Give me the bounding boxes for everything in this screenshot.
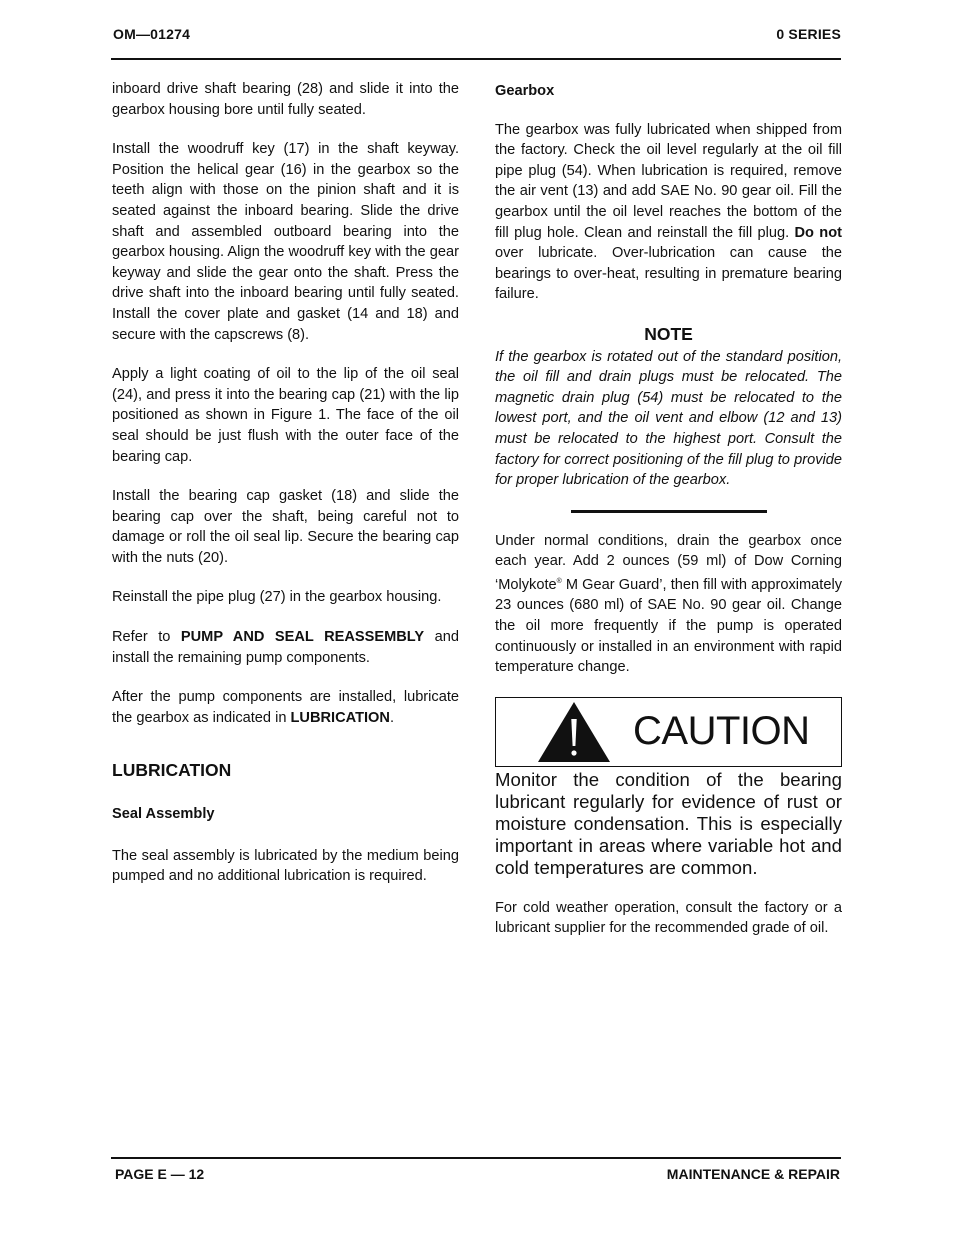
section-label: MAINTENANCE & REPAIR	[666, 1166, 840, 1182]
section-title: LUBRICATION	[112, 760, 232, 781]
text-run: After the pump components are installed, lubricate the gearbox as indicated in	[112, 689, 459, 726]
text-run: The gearbox was fully lubricated when shipped from the factory. Check the oil level regularly at the oil fill pipe plug (54). When lubrication is required, remove the air vent (13) and add SAE No. 90 gear oil. Fill the gearbox until the oil level reaches the bottom of the fill plug hole. Clean and reinstall the fill plug.	[495, 121, 842, 241]
paragraph: The seal assembly is lubricated by the medium being pumped and no additional lubrication is required.	[112, 847, 459, 885]
paragraph: Install the woodruff key (17) in the shaft keyway. Position the helical gear (16) in the gearbox so the teeth align with those on the pinion shaft and it is seated against the inboard bearing. Slide the drive shaft and assembled outboard bearing into the gearbox housing. Align the woodruff key with the gear keyway and slide the gear onto the shaft. Press the drive shaft into the inboard bearing until fully seated. Install the cover plate and gasket (14 and 18) and secure with the capscrews (8).	[112, 141, 459, 343]
left-column	[112, 79, 459, 906]
emphasis-bold: Do not	[794, 224, 842, 241]
document-number: OM—01274	[113, 26, 191, 42]
text-run: .	[389, 709, 395, 726]
reference-bold: PUMP AND SEAL REASSEMBLY	[180, 629, 425, 646]
subsection-title: Gearbox	[495, 83, 555, 99]
paragraph: inboard drive shaft bearing (28) and slide it into the gearbox housing bore until fully seated.	[112, 81, 459, 118]
page-number: PAGE E — 12	[115, 1166, 205, 1182]
header-rule	[111, 58, 841, 60]
text-run: Under normal conditions, drain the gearbox once each year. Add 2 ounces (59 ml) of Dow Corning ‘Molykote	[495, 532, 842, 593]
right-column	[495, 79, 842, 958]
paragraph	[112, 627, 459, 668]
paragraph: For cold weather operation, consult the factory or a lubricant supplier for the recommended grade of oil.	[495, 899, 842, 937]
subsection-title: Seal Assembly	[112, 806, 215, 823]
caution-label: CAUTION	[633, 708, 810, 753]
paragraph	[112, 687, 459, 728]
paragraph: Apply a light coating of oil to the lip of the oil seal (24), and press it into the bearing cap (21) with the lip positioned as shown in Figure 1. The face of the oil seal should be just flush with the outer face of the bearing cap.	[112, 366, 459, 465]
paragraph: Reinstall the pipe plug (27) in the gearbox housing.	[112, 589, 442, 606]
text-run: and install the remaining pump components.	[112, 629, 459, 666]
note-divider	[571, 510, 767, 513]
text-run: Refer to	[112, 629, 181, 646]
caution-banner	[495, 697, 842, 767]
note-title: NOTE	[644, 323, 693, 344]
paragraph	[495, 531, 842, 678]
warning-triangle-icon	[537, 701, 611, 763]
paragraph	[495, 120, 842, 305]
reference-bold: LUBRICATION	[290, 709, 390, 726]
paragraph: Install the bearing cap gasket (18) and slide the bearing cap over the shaft, being careful not to damage or roll the oil seal lip. Secure the bearing cap with the nuts (20).	[112, 488, 459, 566]
text-run: M Gear Guard’, then fill with approximately 23 ounces (680 ml) of SAE No. 90 gear oil. Change the oil more frequently if the pump is operated continuously or installed in an environment with rapid temperature change.	[495, 576, 842, 676]
note-body: If the gearbox is rotated out of the standard position, the oil fill and drain plugs must be relocated. The magnetic drain plug (54) must be relocated to the lowest port, and the oil vent and elbow (12 and 13) must be relocated to the highest port. Consult the factory for correct positioning of the fill plug to provide for proper lubrication of the gearbox.	[495, 348, 842, 489]
caution-text: Monitor the condition of the bearing lubricant regularly for evidence of rust or moisture condensation. This is especially important in areas where variable hot and cold temperatures are common.	[495, 768, 842, 878]
series-label: 0 SERIES	[776, 26, 841, 42]
text-run: over lubricate. Over-lubrication can cause the bearings to over-heat, resulting in premature bearing failure.	[495, 245, 842, 303]
footer-rule	[111, 1157, 841, 1159]
registered-mark: ®	[556, 577, 562, 585]
